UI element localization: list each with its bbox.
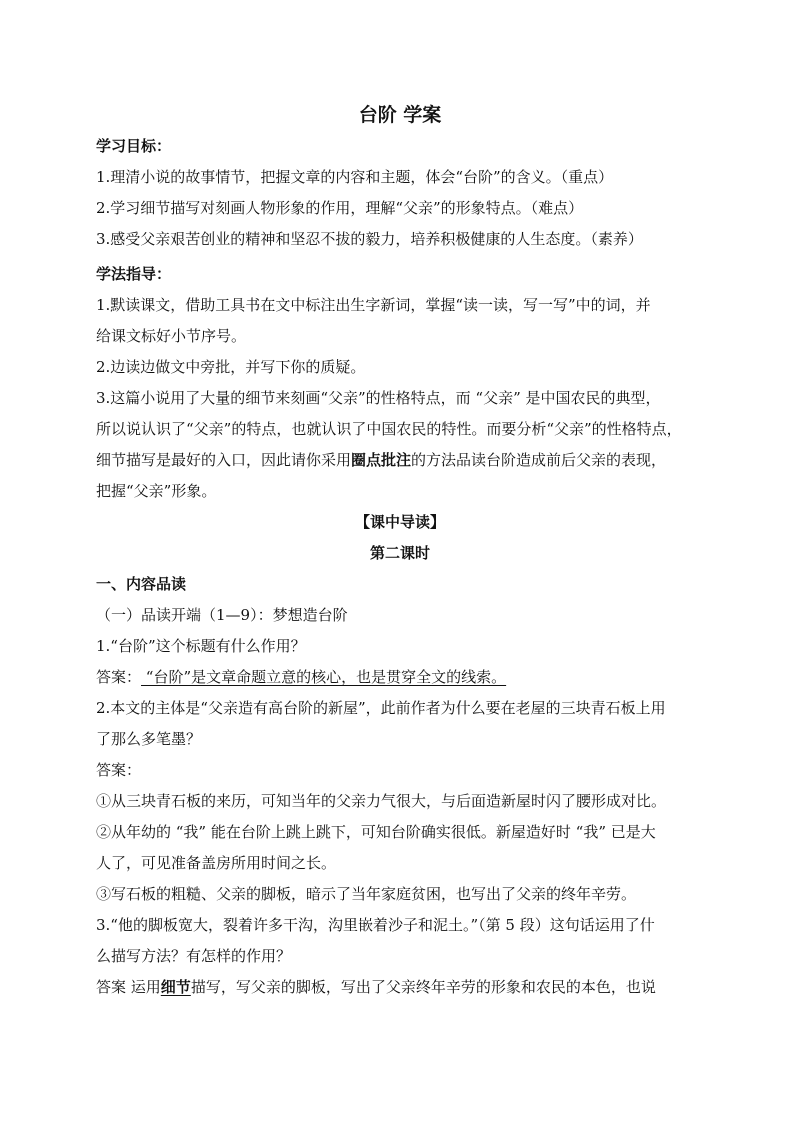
- question-3-line: 么描写方法？有怎样的作用？: [96, 947, 292, 965]
- answer-keyword: 细节: [160, 978, 191, 996]
- answer-label: 答案：: [96, 761, 142, 779]
- method-item-3-line: 3.这篇小说用了大量的细节来刻画“父亲”的性格特点，而 “父亲” 是中国农民的典型，: [96, 389, 661, 407]
- answer-text: 描写，写父亲的脚板，写出了父亲终年辛劳的形象和农民的本色，也说: [190, 978, 656, 996]
- objectives-heading: 学习目标：: [96, 137, 172, 155]
- answer-3: [96, 975, 704, 1006]
- answer-underlined-text: “台阶”是文章命题立意的核心，也是贯穿全文的线索。: [141, 668, 507, 686]
- answer-1: [96, 665, 704, 696]
- question-1: 1.“台阶”这个标题有什么作用？: [96, 637, 306, 655]
- page-title: 台阶 学案: [358, 104, 442, 126]
- objective-item: 2.学习细节描写对刻画人物形象的作用，理解“父亲”的形象特点。（难点）: [96, 199, 584, 217]
- part-heading: （一）品读开端（1—9）：梦想造台阶: [96, 606, 348, 624]
- answer-item: ③写石板的粗糙、父亲的脚板，暗示了当年家庭贫困，也写出了父亲的终年辛劳。: [96, 885, 637, 903]
- method-item-2: 2.边读边做文中旁批，并写下你的质疑。: [96, 358, 366, 376]
- objective-item: 3.感受父亲艰苦创业的精神和坚忍不拔的毅力，培养积极健康的人生态度。（素养）: [96, 230, 643, 248]
- guide-heading: 【课中导读】: [354, 513, 445, 531]
- method-item-1-line: 1.默读课文，借助工具书在文中标注出生字新词，掌握“读一读，写一写”中的词，并: [96, 296, 651, 314]
- answer-label: 答案: [96, 978, 127, 996]
- method-text: 的方法品读台阶造成前后父亲的表现，: [411, 451, 667, 469]
- lesson-subheading: 第二课时: [369, 544, 430, 562]
- emphasis-text: 圈点批注: [351, 451, 412, 469]
- objective-item: 1.理清小说的故事情节，把握文章的内容和主题，体会“台阶”的含义。（重点）: [96, 168, 614, 186]
- method-item-3-line: 所以说认识了“父亲”的特点，也就认识了中国农民的特性。而要分析“父亲”的性格特点，: [96, 420, 682, 438]
- method-text: 细节描写是最好的入口，因此请你采用: [96, 451, 352, 469]
- method-item-1-line: 给课文标好小节序号。: [96, 327, 247, 345]
- document-page: [96, 100, 704, 1006]
- answer-text: 运用: [126, 978, 161, 996]
- answer-item: ①从三块青石板的来历，可知当年的父亲力气很大，与后面造新屋时闪了腰形成对比。: [96, 792, 667, 810]
- question-3-line: 3.“他的脚板宽大，裂着许多干沟，沟里嵌着沙子和泥土。”（第 5 段）这句话运用了什: [96, 916, 655, 934]
- method-item-3-line: 把握“父亲”形象。: [96, 482, 217, 500]
- question-2-line: 了那么多笔墨？: [96, 730, 202, 748]
- method-heading: 学法指导：: [96, 265, 172, 283]
- section-heading: 一、内容品读: [96, 575, 187, 593]
- method-item-3-line: [96, 448, 704, 479]
- answer-item: 人了，可见准备盖房所用时间之长。: [96, 854, 337, 872]
- answer-item: ②从年幼的 “我” 能在台阶上跳上跳下，可知台阶确实很低。新屋造好时 “我” 已是大: [96, 823, 656, 841]
- question-2-line: 2.本文的主体是“父亲造有高台阶的新屋”，此前作者为什么要在老屋的三块青石板上用: [96, 699, 666, 717]
- answer-label: 答案：: [96, 668, 142, 686]
